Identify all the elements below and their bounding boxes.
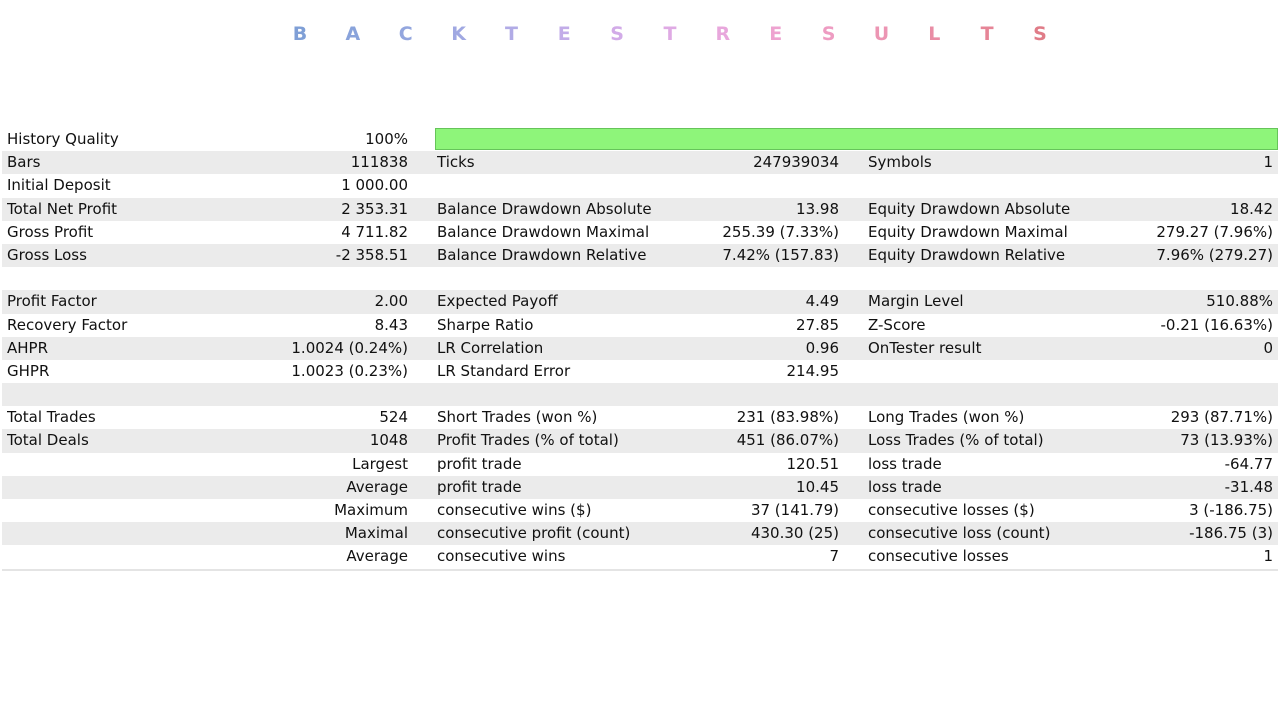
table-row: [2, 151, 1278, 174]
col1-value: 4 711.82: [341, 222, 408, 241]
title-letter: R: [715, 23, 731, 45]
page-title: [0, 20, 1280, 50]
title-letter: E: [557, 23, 571, 45]
col3-value: -186.75 (3): [1189, 524, 1273, 543]
col3-value: 0: [1263, 338, 1273, 357]
col1-label: GHPR: [7, 361, 50, 380]
col1-value: 1048: [369, 431, 408, 450]
col3-label: Equity Drawdown Maximal: [868, 222, 1068, 241]
col3-value: 73 (13.93%): [1180, 431, 1273, 450]
table-row: [2, 337, 1278, 360]
table-row: [2, 499, 1278, 522]
col1-label: Bars: [7, 153, 41, 172]
col1-value: 1 000.00: [341, 176, 408, 195]
col3-value: 18.42: [1230, 199, 1273, 218]
col3-value: 1: [1263, 547, 1273, 566]
table-row: [2, 198, 1278, 221]
col2-label: profit trade: [437, 477, 522, 496]
col1-value: 524: [379, 408, 408, 427]
table-row: [2, 545, 1278, 568]
col1-label: Initial Deposit: [7, 176, 111, 195]
col1-label: Recovery Factor: [7, 315, 128, 334]
col3-value: 3 (-186.75): [1189, 501, 1273, 519]
col3-label: loss trade: [868, 477, 942, 496]
col2-value: 10.45: [796, 477, 839, 496]
table-row: [2, 360, 1278, 383]
history-quality-row: [2, 128, 1278, 151]
col3-value: 7.96% (279.27): [1156, 245, 1273, 264]
col2-value: 247939034: [753, 153, 839, 172]
col2-value: 4.49: [805, 292, 839, 311]
col1-label: Gross Loss: [7, 245, 87, 264]
col3-value: 279.27 (7.96%): [1156, 222, 1273, 241]
col3-label: OnTester result: [868, 338, 982, 357]
col2-value: 214.95: [786, 361, 839, 380]
col2-label: Short Trades (won %): [437, 408, 598, 427]
col3-label: consecutive loss (count): [868, 524, 1051, 543]
title-letter: T: [663, 23, 677, 45]
col1-value: Largest: [352, 454, 408, 473]
col1-value: 1.0023 (0.23%): [291, 361, 408, 380]
col3-label: Symbols: [868, 153, 932, 172]
col1-value: 111838: [350, 153, 408, 172]
title-letter: T: [980, 23, 994, 45]
col2-label: Balance Drawdown Maximal: [437, 222, 650, 241]
title-letter: S: [821, 23, 836, 45]
title-letter: S: [610, 23, 624, 45]
col1-value: -2 358.51: [335, 245, 408, 264]
col2-label: LR Correlation: [437, 338, 544, 357]
col2-label: consecutive wins ($): [437, 501, 592, 519]
col2-value: 7.42% (157.83): [722, 245, 839, 264]
col3-value: 293 (87.71%): [1170, 408, 1273, 427]
table-row: [2, 429, 1278, 452]
backtest-report-table: [2, 128, 1278, 571]
col3-value: 510.88%: [1206, 292, 1273, 311]
col2-value: 7: [829, 547, 839, 566]
table-row: [2, 267, 1278, 290]
col2-label: Sharpe Ratio: [437, 315, 534, 334]
col2-label: Balance Drawdown Absolute: [437, 199, 652, 218]
col3-label: consecutive losses ($): [868, 501, 1035, 519]
title-letter: B: [292, 23, 308, 45]
col1-label: Total Deals: [7, 431, 89, 450]
table-row: [2, 174, 1278, 197]
col2-label: LR Standard Error: [437, 361, 571, 380]
col1-value: 2.00: [374, 292, 408, 311]
col3-label: Loss Trades (% of total): [868, 431, 1044, 450]
col3-label: loss trade: [868, 454, 942, 473]
table-row: [2, 383, 1278, 406]
col1-label: Total Trades: [7, 408, 96, 427]
col1-label: Total Net Profit: [7, 199, 118, 218]
table-row: [2, 244, 1278, 267]
col1-value: 8.43: [374, 315, 408, 334]
col2-value: 255.39 (7.33%): [722, 222, 839, 241]
col3-value: -0.21 (16.63%): [1160, 315, 1273, 334]
col2-label: Ticks: [437, 153, 475, 172]
table-row: [2, 453, 1278, 476]
title-letter: K: [451, 23, 466, 45]
col2-label: consecutive profit (count): [437, 524, 631, 543]
history-quality-bar: [435, 128, 1278, 150]
col3-label: Equity Drawdown Relative: [868, 245, 1066, 264]
history-quality-value: 100%: [365, 130, 408, 148]
title-letter: L: [928, 23, 941, 45]
col1-value: Average: [346, 547, 408, 566]
col2-label: Expected Payoff: [437, 292, 558, 311]
col2-value: 13.98: [796, 199, 839, 218]
col3-label: Long Trades (won %): [868, 408, 1025, 427]
col3-value: 1: [1263, 153, 1273, 172]
title-letter: S: [1033, 23, 1047, 45]
col2-label: consecutive wins: [437, 547, 566, 566]
col2-value: 430.30 (25): [750, 524, 839, 543]
title-letter: T: [504, 23, 518, 45]
col3-label: Margin Level: [868, 292, 964, 311]
col3-label: Equity Drawdown Absolute: [868, 199, 1071, 218]
title-letter: C: [398, 23, 413, 45]
col2-value: 451 (86.07%): [736, 431, 839, 450]
col1-value: Average: [346, 477, 408, 496]
col3-label: consecutive losses: [868, 547, 1009, 566]
table-row: [2, 314, 1278, 337]
table-row: [2, 476, 1278, 499]
col2-value: 120.51: [786, 454, 839, 473]
col2-value: 27.85: [796, 315, 839, 334]
col3-label: Z-Score: [868, 315, 926, 334]
col1-value: Maximum: [334, 501, 408, 519]
table-row: [2, 406, 1278, 429]
title-letter: E: [769, 23, 783, 45]
table-row: [2, 221, 1278, 244]
table-row: [2, 522, 1278, 545]
col2-label: profit trade: [437, 454, 522, 473]
title-letter: A: [345, 23, 361, 45]
col2-value: 37 (141.79): [750, 501, 839, 519]
history-quality-label: History Quality: [7, 130, 119, 148]
col2-value: 231 (83.98%): [736, 408, 839, 427]
col1-label: Profit Factor: [7, 292, 97, 311]
col3-value: -31.48: [1224, 477, 1273, 496]
col2-label: Profit Trades (% of total): [437, 431, 619, 450]
col1-label: Gross Profit: [7, 222, 94, 241]
title-letter: U: [873, 23, 890, 45]
col1-value: Maximal: [344, 524, 408, 543]
col1-value: 2 353.31: [341, 199, 408, 218]
col2-label: Balance Drawdown Relative: [437, 245, 647, 264]
col2-value: 0.96: [805, 338, 839, 357]
col3-value: -64.77: [1224, 454, 1273, 473]
table-row: [2, 290, 1278, 313]
col1-label: AHPR: [7, 338, 49, 357]
col1-value: 1.0024 (0.24%): [291, 338, 408, 357]
